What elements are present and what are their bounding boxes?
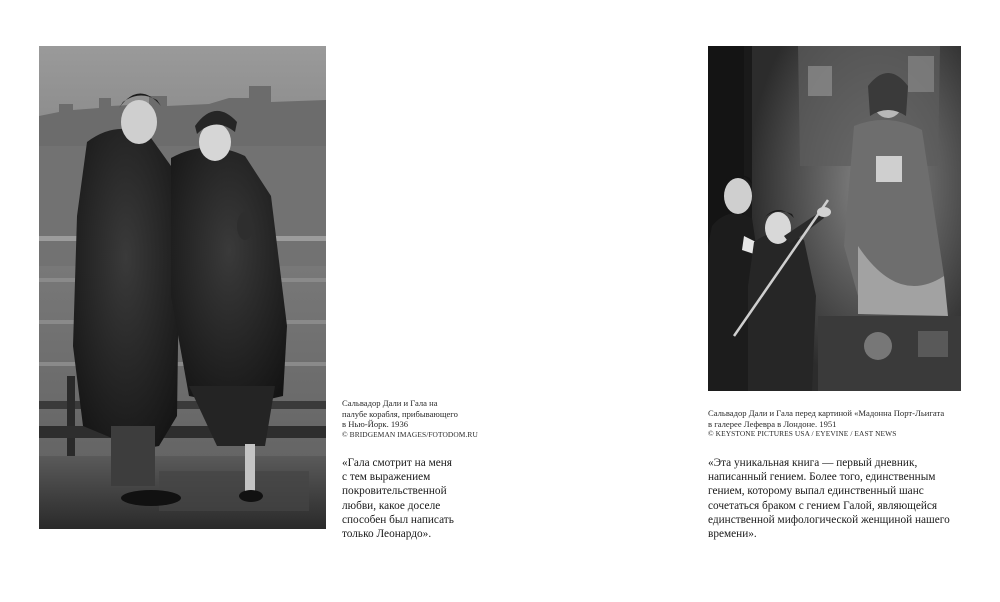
caption-line: палубе корабля, прибывающего (342, 408, 458, 419)
caption-line: в галерее Лефевра в Лондоне. 1951 (708, 418, 837, 429)
quote-line: гением, которому выпал единственный шанс (708, 485, 924, 498)
gallery-photo (708, 46, 961, 391)
quote-line: любви, какое доселе (342, 499, 441, 512)
caption-line: Сальвадор Дали и Гала перед картиной «Мадонна Порт-Льигата (708, 408, 945, 418)
quote-line: «Гала смотрит на меня (342, 457, 452, 469)
quote-line: с тем выражением (342, 471, 431, 484)
quote-line: «Эта уникальная книга — первый дневник, (708, 457, 918, 469)
quote-line: сочетаться браком с гением Галой, являющейся (708, 499, 938, 512)
quote-line: покровительственной (342, 485, 447, 498)
photo-dali-gala-painting (708, 46, 961, 391)
quote-line: способен был написать (342, 513, 454, 526)
caption-right (708, 408, 978, 440)
caption-line: в Нью-Йорк. 1936 (342, 419, 409, 430)
photo-credit: © KEYSTONE PICTURES USA / EYEVINE / EAST NEWS (708, 429, 897, 439)
quote-line: написанный гением. Более того, единственным (708, 471, 936, 484)
caption-left (342, 398, 502, 440)
quote-line: только Леонардо». (342, 528, 432, 541)
quote-line: времени». (708, 528, 757, 541)
quote-line: единственной мифологической женщиной нашего (708, 513, 950, 526)
ship-deck-photo (39, 46, 326, 529)
quote-left (342, 456, 512, 541)
photo-credit: © BRIDGEMAN IMAGES/FOTODOM.RU (342, 429, 478, 439)
caption-line: Сальвадор Дали и Гала на (342, 398, 438, 408)
photo-dali-gala-ship-deck (39, 46, 326, 529)
quote-right (708, 456, 968, 541)
